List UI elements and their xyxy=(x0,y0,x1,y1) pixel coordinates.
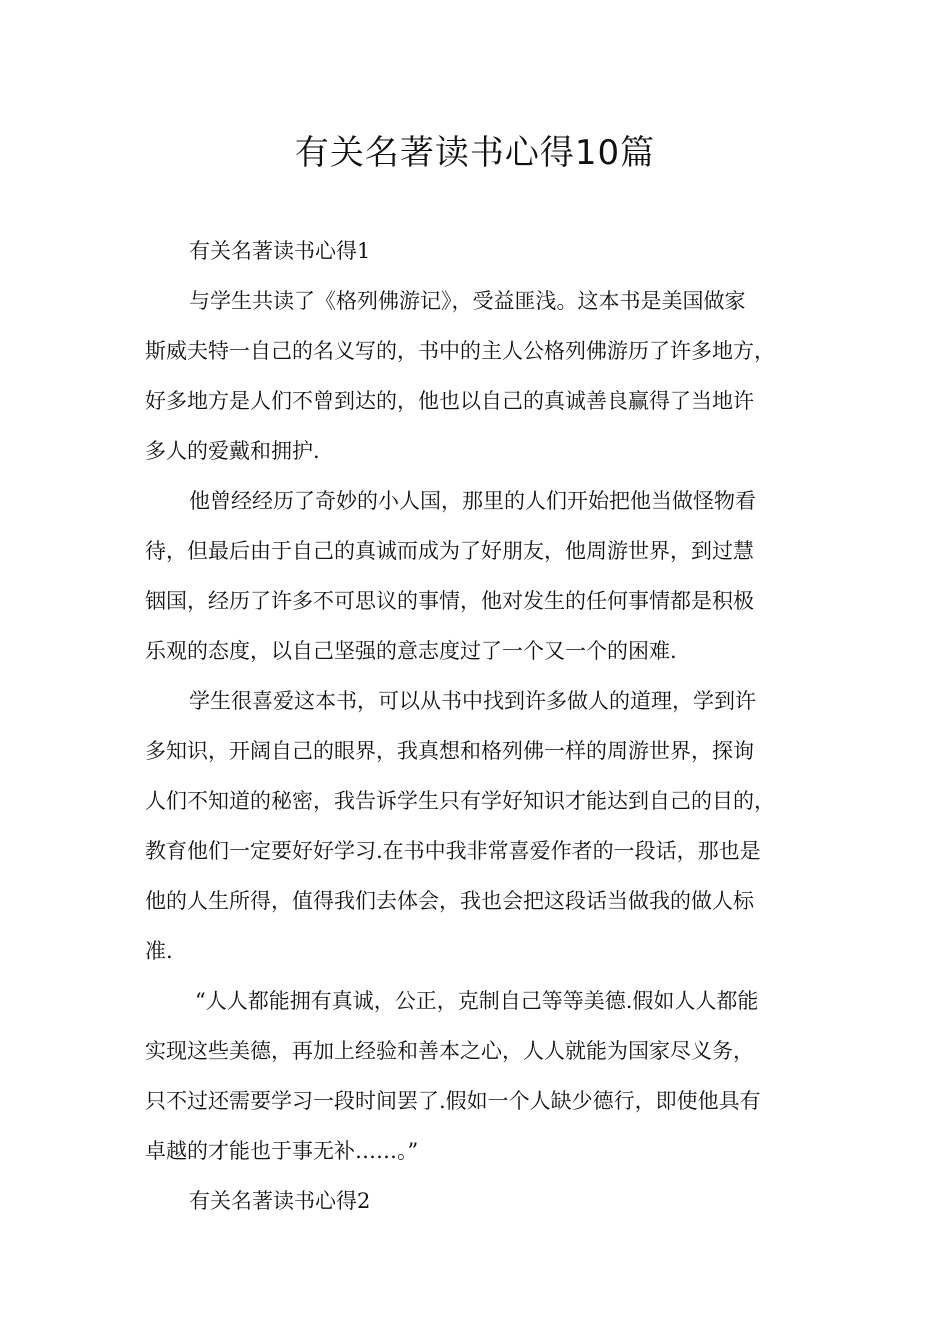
paragraph-line: 教育他们一定要好好学习.在书中我非常喜爱作者的一段话，那也是 xyxy=(145,839,761,863)
section-heading: 有关名著读书心得1 xyxy=(189,239,371,263)
paragraph-line: 多知识，开阔自己的眼界，我真想和格列佛一样的周游世界，探询 xyxy=(145,739,754,763)
paragraph-line: 与学生共读了《格列佛游记》，受益匪浅。这本书是美国做家 xyxy=(189,289,746,313)
paragraph-line: 好多地方是人们不曾到达的，他也以自己的真诚善良赢得了当地许 xyxy=(145,389,754,413)
section-heading: 有关名著读书心得2 xyxy=(189,1189,371,1213)
paragraph-line: 乐观的态度，以自己坚强的意志度过了一个又一个的困难. xyxy=(145,639,677,663)
paragraph-line: 多人的爱戴和拥护. xyxy=(145,439,320,463)
paragraph-line: 他曾经经历了奇妙的小人国，那里的人们开始把他当做怪物看 xyxy=(189,489,756,513)
quote-line: 只不过还需要学习一段时间罢了.假如一个人缺少德行，即使他具有 xyxy=(145,1089,761,1113)
quote-line: 实现这些美德，再加上经验和善本之心，人人就能为国家尽义务， xyxy=(145,1039,754,1063)
quote-line: “人人都能拥有真诚，公正，克制自己等等美德.假如人人都能 xyxy=(195,989,759,1013)
paragraph-line: 铟国，经历了许多不可思议的事情，他对发生的任何事情都是积极 xyxy=(145,589,754,613)
paragraph-line: 他的人生所得，值得我们去体会，我也会把这段话当做我的做人标 xyxy=(145,889,754,913)
document-title: 有关名著读书心得10篇 xyxy=(294,133,656,173)
paragraph-line: 准. xyxy=(145,939,173,963)
paragraph-line: 人们不知道的秘密，我告诉学生只有学好知识才能达到自己的目的， xyxy=(145,789,775,813)
paragraph-line: 学生很喜爱这本书，可以从书中找到许多做人的道理，学到许 xyxy=(189,689,756,713)
document-body xyxy=(145,226,815,1226)
paragraph-line: 待，但最后由于自己的真诚而成为了好朋友，他周游世界，到过慧 xyxy=(145,539,754,563)
quote-line: 卓越的才能也于事无补……。” xyxy=(145,1139,419,1163)
paragraph-line: 斯威夫特一自己的名义写的，书中的主人公格列佛游历了许多地方， xyxy=(145,339,775,363)
